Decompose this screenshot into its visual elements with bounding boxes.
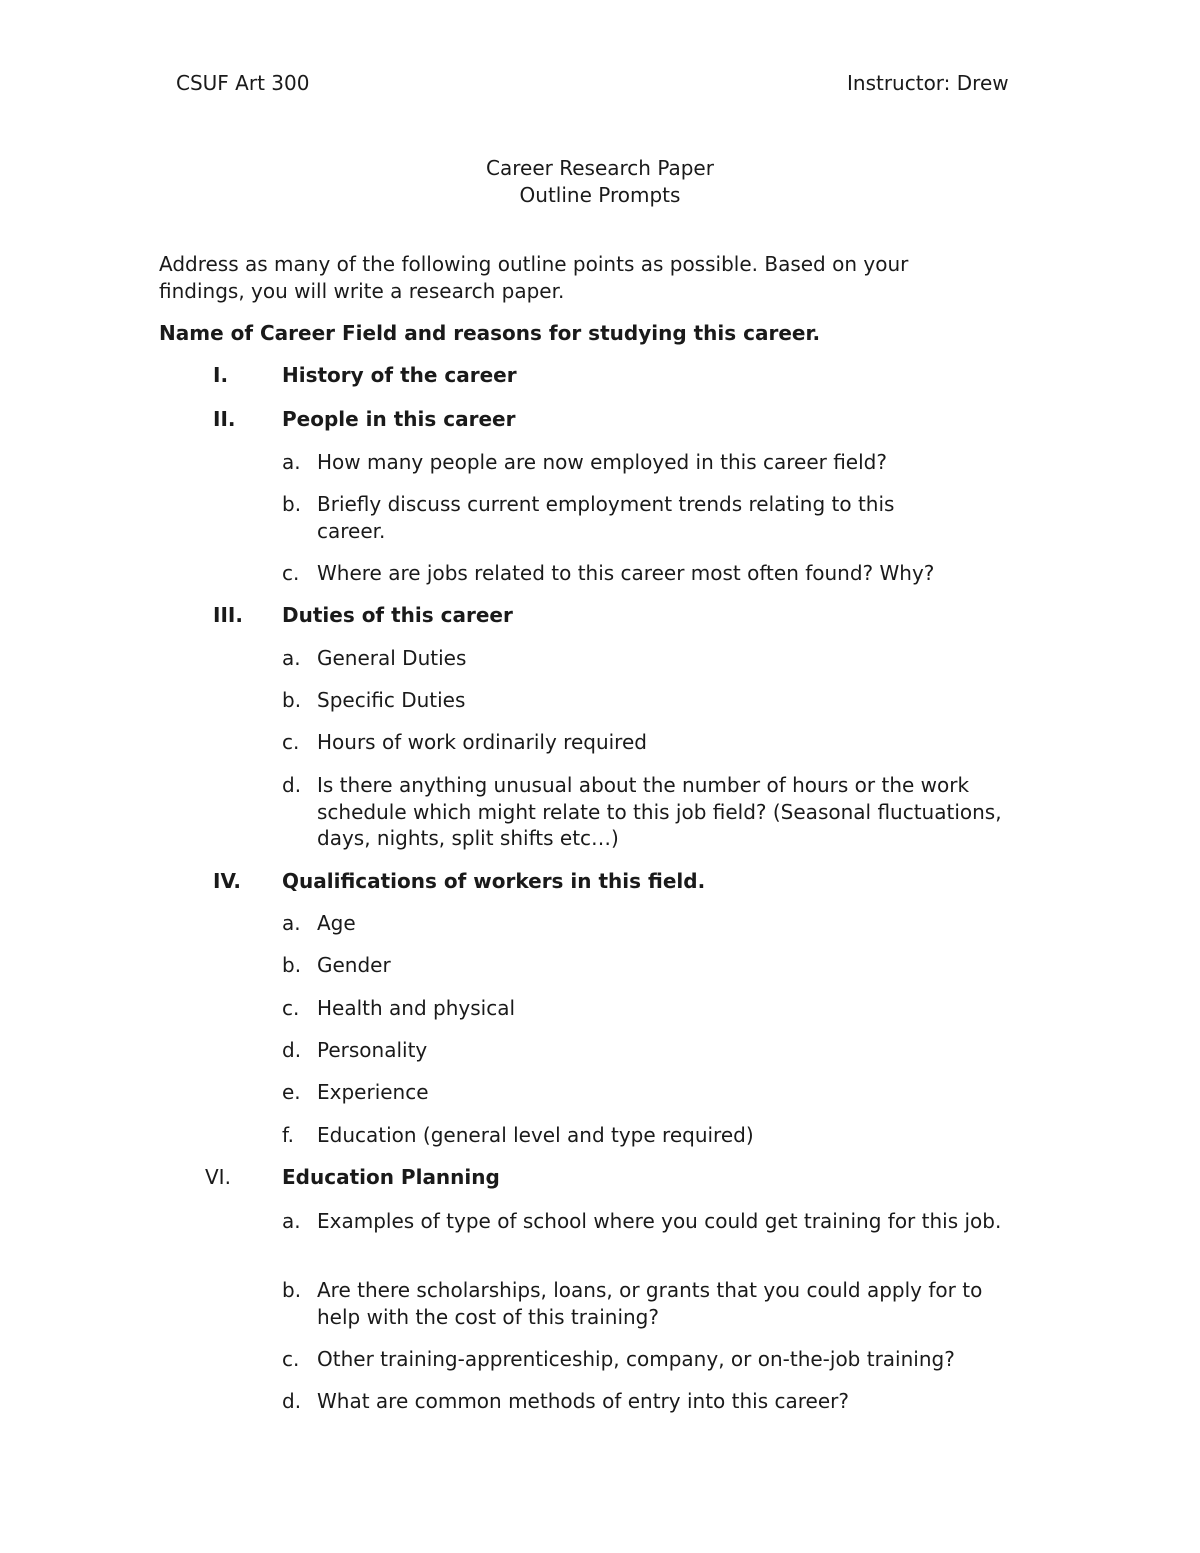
- item-letter: d.: [282, 773, 302, 797]
- item-letter: a.: [282, 450, 301, 474]
- item-text: Briefly discuss current employment trends relating to this career.: [317, 492, 895, 543]
- item-text: Personality: [317, 1038, 428, 1062]
- section-title: Qualifications of workers in this field.: [282, 869, 706, 893]
- item-letter: b.: [282, 953, 302, 977]
- item-text: Age: [317, 911, 356, 935]
- item-text: How many people are now employed in this career field?: [317, 450, 887, 474]
- item-text: Hours of work ordinarily required: [317, 730, 647, 754]
- item-letter: c.: [282, 1347, 300, 1371]
- instructor-header: Instructor: Drew: [847, 71, 1009, 95]
- item-text: Are there scholarships, loans, or grants that you could apply for to help with the cost of this training?: [317, 1278, 983, 1329]
- section-number: VI.: [205, 1165, 231, 1189]
- section-title: People in this career: [282, 407, 516, 431]
- section-number: I.: [213, 363, 229, 387]
- career-field-heading: Name of Career Field and reasons for studying this career.: [159, 321, 821, 345]
- section-number: III.: [213, 603, 243, 627]
- item-text: Is there anything unusual about the number of hours or the work schedule which might relate to this job field? (Seasonal fluctuations, days, nights, split shifts etc…): [317, 773, 1002, 850]
- item-letter: e.: [282, 1080, 301, 1104]
- item-text: Experience: [317, 1080, 429, 1104]
- item-text: Examples of type of school where you could get training for this job.: [317, 1209, 1002, 1233]
- title-line-2: Outline Prompts: [519, 183, 681, 207]
- section-title: Education Planning: [282, 1165, 500, 1189]
- item-text: Other training-apprenticeship, company, or on-the-job training?: [317, 1347, 955, 1371]
- item-letter: c.: [282, 996, 300, 1020]
- item-letter: d.: [282, 1389, 302, 1413]
- item-letter: b.: [282, 1278, 302, 1302]
- item-letter: b.: [282, 492, 302, 516]
- item-letter: a.: [282, 1209, 301, 1233]
- course-header: CSUF Art 300: [176, 71, 310, 95]
- document-title: [0, 155, 1200, 209]
- section-number: II.: [213, 407, 236, 431]
- intro-paragraph: Address as many of the following outline points as possible. Based on your findings, you will write a research paper.: [159, 252, 909, 303]
- item-text: What are common methods of entry into this career?: [317, 1389, 849, 1413]
- item-text: Specific Duties: [317, 688, 466, 712]
- item-letter: b.: [282, 688, 302, 712]
- item-letter: d.: [282, 1038, 302, 1062]
- title-line-1: Career Research Paper: [486, 156, 714, 180]
- section-number: IV.: [213, 869, 241, 893]
- item-text: Where are jobs related to this career most often found? Why?: [317, 561, 935, 585]
- item-text: Gender: [317, 953, 391, 977]
- section-title: Duties of this career: [282, 603, 513, 627]
- item-letter: c.: [282, 730, 300, 754]
- item-text: Education (general level and type required): [317, 1123, 754, 1147]
- section-title: History of the career: [282, 363, 517, 387]
- item-letter: c.: [282, 561, 300, 585]
- item-letter: a.: [282, 911, 301, 935]
- item-letter: f.: [282, 1123, 294, 1147]
- item-text: Health and physical: [317, 996, 516, 1020]
- item-text: General Duties: [317, 646, 467, 670]
- item-letter: a.: [282, 646, 301, 670]
